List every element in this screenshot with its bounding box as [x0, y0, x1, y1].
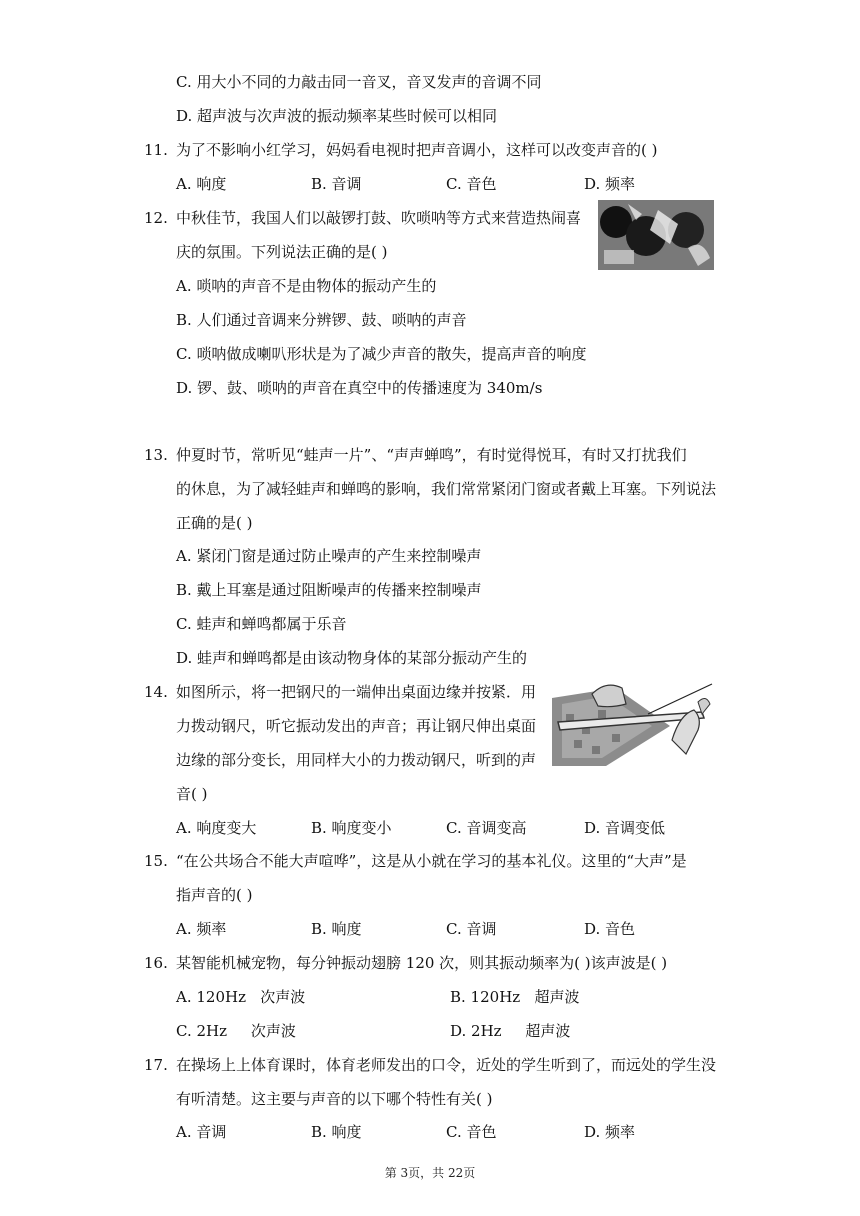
option-c: C. 2Hz 次声波: [176, 1022, 296, 1040]
option-b: B. 响度: [311, 1123, 362, 1141]
option-d: D. 频率: [584, 175, 636, 193]
question-stem-line: 正确的是( ): [176, 514, 253, 532]
question-number: 17.: [144, 1056, 168, 1074]
option-c: C. 唢呐做成喇叭形状是为了减少声音的散失，提高声音的响度: [176, 345, 587, 363]
question-stem-line: 音( ): [176, 785, 208, 803]
question-number: 12.: [144, 209, 168, 227]
q10-option-c: C. 用大小不同的力敲击同一音叉，音叉发声的音调不同: [176, 73, 542, 91]
question-stem-line: 某智能机械宠物，每分钟振动翅膀 120 次，则其振动频率为( )该声波是( ): [176, 954, 668, 972]
question-number: 15.: [144, 852, 168, 870]
option-b: B. 响度: [311, 920, 362, 938]
page-footer: 第 3页，共 22页: [384, 1166, 476, 1180]
option-d: D. 频率: [584, 1123, 636, 1141]
question-stem-line: 边缘的部分变长，用同样大小的力拨动钢尺，听到的声: [176, 751, 537, 769]
option-d: D. 音调变低: [584, 819, 666, 837]
question-stem-line: 力拨动钢尺，听它振动发出的声音；再让钢尺伸出桌面: [176, 717, 537, 735]
question-stem-line: 庆的氛围。下列说法正确的是( ): [176, 243, 388, 261]
question-stem-line: 中秋佳节，我国人们以敲锣打鼓、吹唢呐等方式来营造热闹喜: [176, 209, 582, 227]
option-c: C. 音色: [446, 175, 497, 193]
option-d: D. 音色: [584, 920, 636, 938]
option-a: A. 响度: [176, 175, 227, 193]
option-c: C. 音色: [446, 1123, 497, 1141]
option-d: D. 2Hz 超声波: [450, 1022, 571, 1040]
question-number: 11.: [144, 141, 168, 159]
option-b: B. 120Hz 超声波: [450, 988, 580, 1006]
question-stem-line: “在公共场合不能大声喧哗”，这是从小就在学习的基本礼仪。这里的“大声”是: [176, 852, 687, 870]
option-a: A. 120Hz 次声波: [176, 988, 306, 1006]
ruler-on-desk-image: [552, 674, 714, 768]
option-c: C. 蛙声和蝉鸣都属于乐音: [176, 615, 347, 633]
option-b: B. 响度变小: [311, 819, 392, 837]
question-stem-line: 在操场上上体育课时，体育老师发出的口令，近处的学生听到了，而远处的学生没: [176, 1056, 717, 1074]
option-a: A. 音调: [176, 1123, 227, 1141]
question-stem-line: 仲夏时节，常听见“蛙声一片”、“声声蝉鸣”，有时觉得悦耳，有时又打扰我们: [176, 446, 687, 464]
festival-photo-image: [598, 200, 714, 270]
option-b: B. 戴上耳塞是通过阻断噪声的传播来控制噪声: [176, 581, 482, 599]
question-stem-line: 的休息，为了减轻蛙声和蝉鸣的影响，我们常常紧闭门窗或者戴上耳塞。下列说法: [176, 480, 717, 498]
question-number: 16.: [144, 954, 168, 972]
option-a: A. 响度变大: [176, 819, 257, 837]
option-c: C. 音调变高: [446, 819, 527, 837]
question-stem-line: 如图所示，将一把钢尺的一端伸出桌面边缘并按紧．用: [176, 683, 537, 701]
question-number: 13.: [144, 446, 168, 464]
option-b: B. 人们通过音调来分辨锣、鼓、唢呐的声音: [176, 311, 467, 329]
option-b: B. 音调: [311, 175, 362, 193]
option-d: D. 锣、鼓、唢呐的声音在真空中的传播速度为 340m/s: [176, 379, 543, 397]
option-d: D. 蛙声和蝉鸣都是由该动物身体的某部分振动产生的: [176, 649, 528, 667]
option-a: A. 紧闭门窗是通过防止噪声的产生来控制噪声: [176, 547, 482, 565]
option-c: C. 音调: [446, 920, 497, 938]
option-a: A. 频率: [176, 920, 227, 938]
question-stem-line: 为了不影响小红学习，妈妈看电视时把声音调小，这样可以改变声音的( ): [176, 141, 658, 159]
q10-option-d: D. 超声波与次声波的振动频率某些时候可以相同: [176, 107, 498, 125]
question-stem-line: 有听清楚。这主要与声音的以下哪个特性有关( ): [176, 1090, 493, 1108]
question-stem-line: 指声音的( ): [176, 886, 253, 904]
option-a: A. 唢呐的声音不是由物体的振动产生的: [176, 277, 437, 295]
question-number: 14.: [144, 683, 168, 701]
